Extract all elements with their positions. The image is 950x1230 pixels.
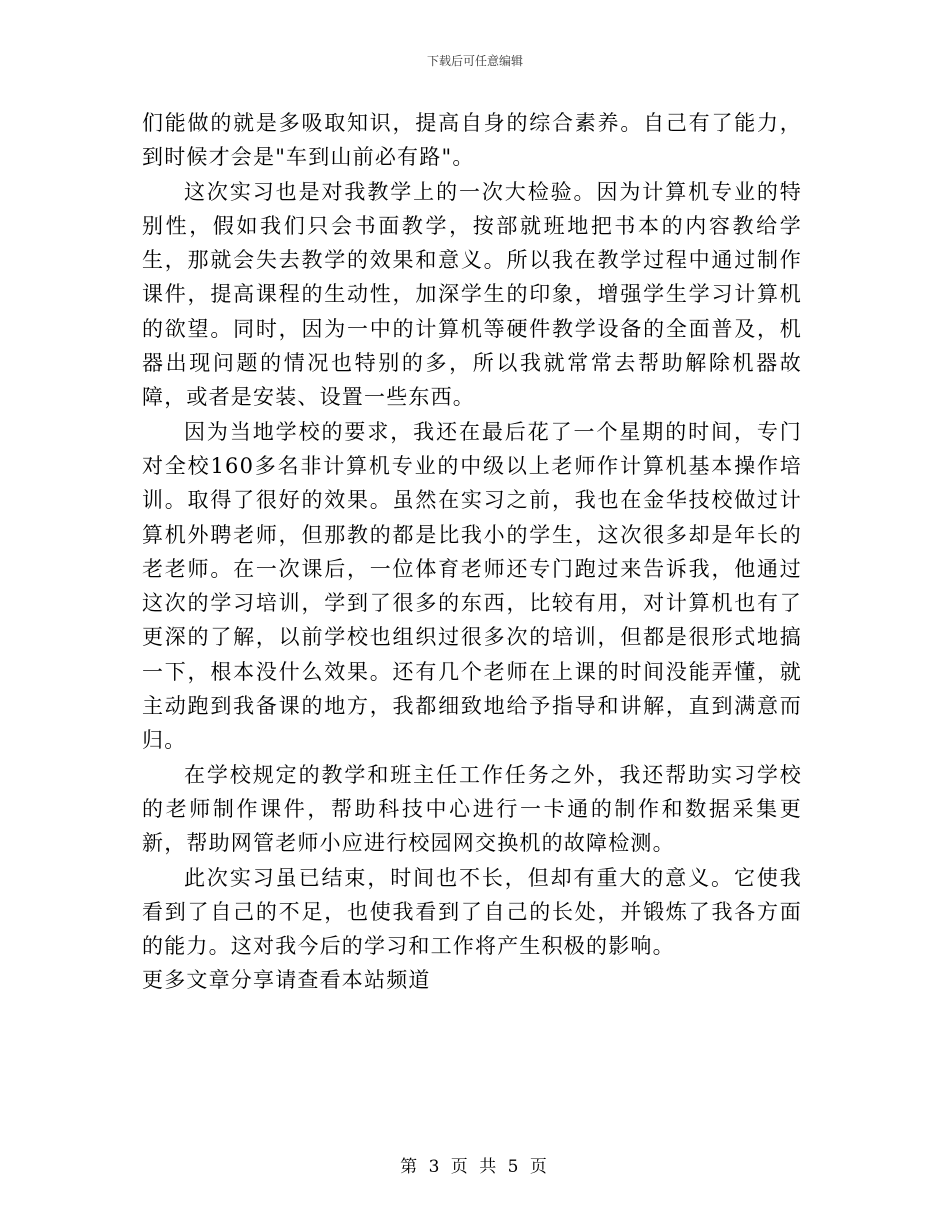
paragraph-continuation: 们能做的就是多吸取知识，提高自身的综合素养。自己有了能力，到时候才会是"车到山前必有路"。: [142, 111, 802, 170]
page-header: 下载后可任意编辑: [426, 54, 523, 68]
more-articles-note: 更多文章分享请查看本站频道: [142, 968, 431, 993]
page-number-footer: 第 3 页 共 5 页: [400, 1157, 550, 1177]
paragraph-teacher-training: 因为当地学校的要求，我还在最后花了一个星期的时间，专门对全校160多名非计算机专业的中级以上老师作计算机基本操作培训。取得了很好的效果。虽然在实习之前，我也在金华技校做过计算机外聘老师，但那教的都是比我小的学生，这次很多却是年长的老老师。在一次课后，一位体育老师还专门跑过来告诉我，他通过这次的学习培训，学到了很多的东西，比较有用，对计算机也有了更深的了解，以前学校也组织过很多次的培训，但都是很形式地搞一下，根本没什么效果。还有几个老师在上课的时间没能弄懂，就主动跑到我备课的地方，我都细致地给予指导和讲解，直到满意而归。: [142, 419, 802, 753]
paragraph-extra-work: 在学校规定的教学和班主任工作任务之外，我还帮助实习学校的老师制作课件，帮助科技中心进行一卡通的制作和数据采集更新，帮助网管老师小应进行校园网交换机的故障检测。: [142, 762, 802, 856]
paragraph-conclusion: 此次实习虽已结束，时间也不长，但却有重大的意义。它使我看到了自己的不足，也使我看到了自己的长处，并锻炼了我各方面的能力。这对我今后的学习和工作将产生积极的影响。: [142, 865, 802, 959]
document-body: [142, 106, 802, 998]
paragraph-teaching-test: 这次实习也是对我教学上的一次大检验。因为计算机专业的特别性，假如我们只会书面教学，按部就班地把书本的内容教给学生，那就会失去教学的效果和意义。所以我在教学过程中通过制作课件，提高课程的生动性，加深学生的印象，增强学生学习计算机的欲望。同时，因为一中的计算机等硬件教学设备的全面普及，机器出现问题的情况也特别的多，所以我就常常去帮助解除机器故障，或者是安装、设置一些东西。: [142, 179, 802, 410]
